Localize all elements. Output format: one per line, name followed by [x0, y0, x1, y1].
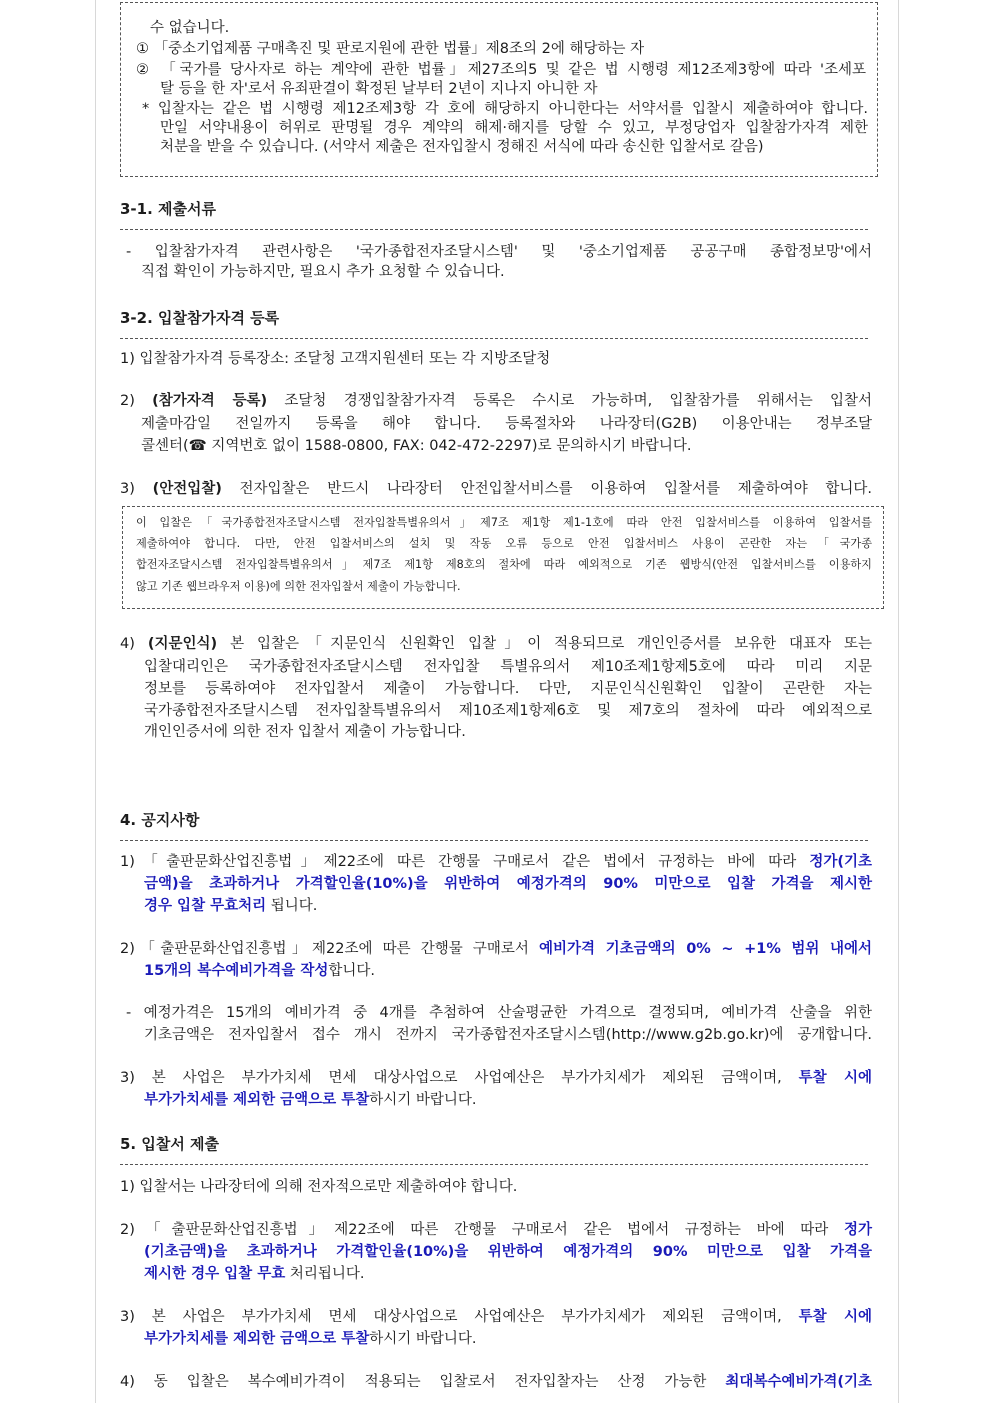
section-title: 3-2. 입찰참가자격 등록 [120, 309, 280, 327]
note-line: 제출하여야 합니다. 다만, 안전 입찰서비스의 설치 및 작동 오류 등으로 안전 입찰서비스 사용이 곤란한 자는「국가종 [136, 537, 872, 550]
box-line: ② 「국가를 당사자로 하는 계약에 관한 법률」제27조의5 및 같은 법 시행령 제12조제3항에 따라 '조세포 [136, 62, 866, 78]
paragraph-line: 제시한 경우 입찰 무효 처리됩니다. [144, 1266, 365, 1282]
paragraph-line: 15개의 복수예비가격을 작성합니다. [144, 963, 375, 979]
document-page [95, 0, 899, 1403]
list-item: 3) (안전입찰) 전자입찰은 반드시 나라장터 안전입찰서비스를 이용하여 입찰서를 제출하여야 합니다. [120, 481, 873, 497]
paragraph-line: 제출마감일 전일까지 등록을 해야 합니다. 등록절차와 나라장터(G2B) 이용안내는 정부조달 [141, 416, 872, 432]
paragraph-line: 개인인증서에 의한 전자 입찰서 제출이 가능합니다. [144, 724, 466, 740]
paragraph-line: - 예정가격은 15개의 예비가격 중 4개를 추첨하여 산술평균한 가격으로 결정되며, 예비가격 산출을 위한 [126, 1005, 872, 1021]
note-line: 않고 기존 웹브라우저 이용)에 의한 전자입찰서 제출이 가능합니다. [136, 580, 461, 593]
section-title: 5. 입찰서 제출 [120, 1135, 220, 1153]
paragraph-line: 입찰대리인은 국가종합전자조달시스템 전자입찰 특별유의서 제10조제1항제5호에 따라 미리 지문 [144, 659, 872, 675]
box-line: 수 없습니다. [150, 20, 230, 36]
paragraph-line: (기초금액)을 초과하거나 가격할인율(10%)을 위반하여 예정가격의 90% 미만으로 입찰 가격을 [144, 1244, 872, 1260]
section-divider [120, 338, 868, 339]
paragraph-line: 경우 입찰 무효처리 됩니다. [144, 898, 318, 914]
list-item: 2) (참가자격 등록) 조달청 경쟁입찰참가자격 등록은 수시로 가능하며, 입찰참가를 위해서는 입찰서 [120, 393, 873, 409]
list-item: 4) 동 입찰은 복수예비가격이 적용되는 입찰로서 전자입찰자는 산정 가능한 최대복수예비가격(기초 [120, 1374, 873, 1390]
paragraph-line: 직접 확인이 가능하지만, 필요시 추가 요청할 수 있습니다. [141, 264, 505, 280]
paragraph-line: 콜센터(☎ 지역번호 없이 1588-0800, FAX: 042-472-2297)로 문의하시기 바랍니다. [141, 438, 692, 454]
list-item: 2)「출판문화산업진흥법」제22조에 따른 간행물 구매로서 같은 법에서 규정하는 바에 따라 정가 [120, 1222, 872, 1238]
section-title: 4. 공지사항 [120, 811, 200, 829]
box-line: * 입찰자는 같은 법 시행령 제12조제3항 각 호에 해당하지 아니한다는 서약서를 입찰시 제출하여야 합니다. [142, 101, 868, 117]
paragraph-line: 국가종합전자조달시스템 전자입찰특별유의서 제10조제1항제6호 및 제7호의 절차에 따라 예외적으로 [144, 703, 872, 719]
note-line: 이 입찰은「국가종합전자조달시스템 전자입찰특별유의서」제7조 제1항 제1-1호에 따라 안전 입찰서비스를 이용하여 입찰서를 [136, 516, 872, 529]
paragraph-line: 부가가치세를 제외한 금액으로 투찰하시기 바랍니다. [144, 1092, 477, 1108]
box-line: 탈 등을 한 자'로서 유죄판결이 확정된 날부터 2년이 지나지 아니한 자 [160, 81, 598, 97]
list-item: 2)「출판문화산업진흥법」제22조에 따른 간행물 구매로서 예비가격 기초금액의 0% ~ +1% 범위 내에서 [120, 941, 873, 957]
list-item: 1)「출판문화산업진흥법」제22조에 따른 간행물 구매로서 같은 법에서 규정하는 바에 따라 정가(기초 [120, 854, 872, 870]
section-divider [120, 840, 868, 841]
box-line: ① 「중소기업제품 구매촉진 및 판로지원에 관한 법률」제8조의 2에 해당하는 자 [136, 41, 645, 57]
list-item: 3) 본 사업은 부가가치세 면세 대상사업으로 사업예산은 부가가치세가 제외된 금액이며, 투찰 시에 [120, 1070, 872, 1086]
paragraph-line: 정보를 등록하여야 전자입찰서 제출이 가능합니다. 다만, 지문인식신원확인 입찰이 곤란한 자는 [144, 681, 872, 697]
list-item: 1) 입찰서는 나라장터에 의해 전자적으로만 제출하여야 합니다. [120, 1179, 518, 1195]
section-divider [120, 229, 868, 230]
box-line: 만일 서약내용이 허위로 판명될 경우 계약의 해제·해지를 당할 수 있고, 부정당업자 입찰참가자격 제한 [160, 120, 868, 136]
paragraph-line: - 입찰참가자격 관련사항은 '국가종합전자조달시스템' 및 '중소기업제품 공공구매 종합정보망'에서 [126, 244, 872, 260]
box-line: 처분을 받을 수 있습니다. (서약서 제출은 전자입찰시 정해진 서식에 따라 송신한 입찰서로 갈음) [160, 139, 764, 155]
list-item: 3) 본 사업은 부가가치세 면세 대상사업으로 사업예산은 부가가치세가 제외된 금액이며, 투찰 시에 [120, 1309, 872, 1325]
list-item: 1) 입찰참가자격 등록장소: 조달청 고객지원센터 또는 각 지방조달청 [120, 351, 551, 367]
note-line: 합전자조달시스템 전자입찰특별유의서」제7조 제1항 제8호의 절차에 따라 예외적으로 기존 웹방식(안전 입찰서비스를 이용하지 [136, 558, 872, 571]
paragraph-line: 기초금액은 전자입찰서 접수 개시 전까지 국가종합전자조달시스템(http://www.g2b.go.kr)에 공개합니다. [144, 1027, 872, 1043]
section-title: 3-1. 제출서류 [120, 200, 216, 218]
list-item: 4) (지문인식) 본 입찰은「지문인식 신원확인 입찰」이 적용되므로 개인인증서를 보유한 대표자 또는 [120, 636, 873, 652]
section-divider [120, 1164, 868, 1165]
paragraph-line: 금액)을 초과하거나 가격할인율(10%)을 위반하여 예정가격의 90% 미만으로 입찰 가격을 제시한 [144, 876, 872, 892]
paragraph-line: 부가가치세를 제외한 금액으로 투찰하시기 바랍니다. [144, 1331, 477, 1347]
